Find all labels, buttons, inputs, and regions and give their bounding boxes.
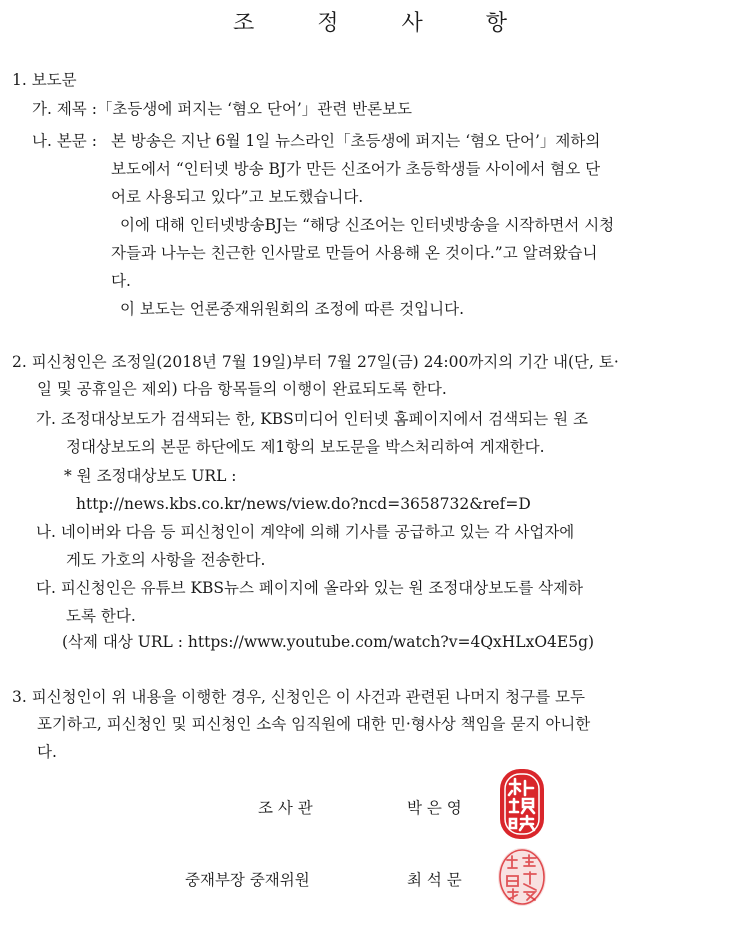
section-2-line: 일 및 공휴일은 제외) 다음 항목들의 이행이 완료되도록 한다. <box>37 380 447 398</box>
body-line: 이에 대해 인터넷방송BJ는 “해당 신조어는 인터넷방송을 시작하면서 시청 <box>120 216 615 234</box>
signer-1-role: 조 사 관 <box>258 799 313 817</box>
document-title: 조 정 사 항 <box>233 11 535 36</box>
body-line: 보도에서 “인터넷 방송 BJ가 만든 신조어가 초등학생들 사이에서 혐오 단 <box>111 160 601 178</box>
original-url: http://news.kbs.co.kr/news/view.do?ncd=3658732&ref=D <box>76 495 531 513</box>
item-da-line: 다. 피신청인은 유튜브 KBS뉴스 페이지에 올라와 있는 원 조정대상보도를 삭제하 <box>36 579 584 597</box>
item-ga-line: 가. 조정대상보도가 검색되는 한, KBS미디어 인터넷 홈페이지에서 검색되는 원 조 <box>36 410 588 428</box>
item-da-line: 도록 한다. <box>66 607 136 625</box>
item-na-line: 나. 네이버와 다음 등 피신청인이 계약에 의해 기사를 공급하고 있는 각 사업자에 <box>36 523 575 541</box>
body-line: 이 보도는 언론중재위원회의 조정에 따른 것입니다. <box>120 300 464 318</box>
body-line: 본 방송은 지난 6월 1일 뉴스라인「초등생에 퍼지는 ‘혐오 단어’」제하의 <box>111 132 601 150</box>
section-1-heading: 1. 보도문 <box>12 71 77 89</box>
item-na-line: 게도 가호의 사항을 전송한다. <box>66 551 266 569</box>
signer-2-role: 중재부장 중재위원 <box>185 871 310 889</box>
signer-2-name: 최 석 문 <box>407 871 462 889</box>
body-line: 어로 사용되고 있다”고 보도했습니다. <box>111 188 364 206</box>
section-3-line: 3. 피신청인이 위 내용을 이행한 경우, 신청인은 이 사건과 관련된 나머지 청구를 모두 <box>12 688 585 706</box>
delete-target-url: (삭제 대상 URL : https://www.youtube.com/watch?v=4QxHLxO4E5g) <box>62 633 595 651</box>
section-1-subject: 가. 제목 :「초등생에 퍼지는 ‘혐오 단어’」관련 반론보도 <box>32 100 413 118</box>
section-3-line: 다. <box>37 743 57 761</box>
body-line: 다. <box>111 272 131 290</box>
section-3-line: 포기하고, 피신청인 및 피신청인 소속 임직원에 대한 민·형사상 책임을 묻지 아니한 <box>37 715 591 733</box>
section-2-line: 2. 피신청인은 조정일(2018년 7월 19일)부터 7월 27일(금) 24:00까지의 기간 내(단, 토· <box>12 353 619 371</box>
signer-1-seal-stamp <box>496 766 548 842</box>
signer-2-seal-stamp <box>496 846 548 908</box>
item-ga-line: 정대상보도의 본문 하단에도 제1항의 보도문을 박스처리하여 게재한다. <box>66 438 545 456</box>
signer-1-name: 박 은 영 <box>407 799 462 817</box>
section-1-body-label: 나. 본문 : <box>32 132 97 150</box>
original-url-label: * 원 조정대상보도 URL : <box>64 467 237 485</box>
body-line: 자들과 나누는 친근한 인사말로 만들어 사용해 온 것이다.”고 알려왔습니 <box>111 244 598 262</box>
